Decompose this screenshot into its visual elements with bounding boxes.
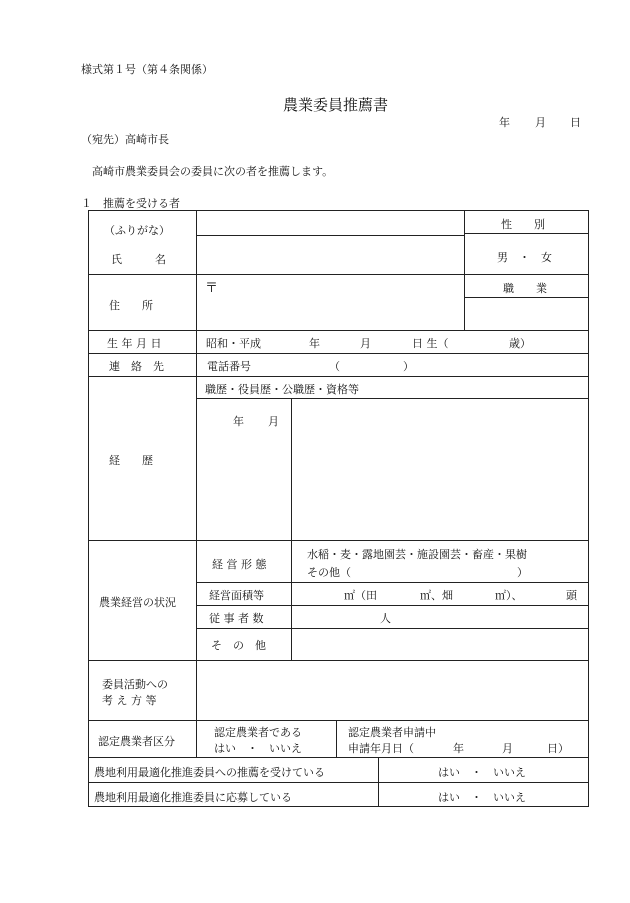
phone-label: 電話番号 [207, 360, 251, 373]
applying-date: 申請年月日（ [348, 742, 414, 755]
farm-status-label: 農業経営の状況 [99, 596, 176, 609]
furigana-label: （ふりがな） [104, 224, 170, 237]
farm-area-close: ㎡）、 [495, 589, 523, 602]
date-year-label: 年 [499, 116, 510, 129]
certified-label: 認定農業者区分 [98, 735, 175, 748]
other-label: そ の 他 [211, 639, 266, 652]
activity-label-1: 委員活動への [102, 678, 168, 691]
phone-paren-open: （ [329, 360, 340, 373]
workers-unit: 人 [380, 612, 391, 625]
career-month: 月 [268, 415, 279, 428]
birth-age: 歳） [509, 337, 531, 350]
farm-type-label: 経 営 形 態 [212, 558, 267, 571]
gender-label: 性 別 [501, 218, 545, 231]
birth-month: 月 [360, 337, 371, 350]
farm-area-label: 経営面積等 [209, 589, 264, 602]
farm-type-other: その他（ [307, 566, 351, 579]
addressee: （宛先）高崎市長 [81, 133, 169, 146]
career-label: 経 歴 [109, 454, 153, 467]
applying-year: 年 [453, 742, 464, 755]
phone-paren-close: ） [403, 360, 414, 373]
intro-text: 高崎市農業委員会の委員に次の者を推薦します。 [92, 165, 334, 178]
date-day-label: 日 [570, 116, 581, 129]
certified-question: 認定農業者である [214, 726, 302, 739]
promo-recommended-yes-no[interactable]: はい ・ いいえ [438, 766, 526, 779]
farm-type-options[interactable]: 水稲・麦・露地園芸・施設園芸・畜産・果樹 [307, 548, 527, 561]
promo-applied-yes-no[interactable]: はい ・ いいえ [438, 791, 526, 804]
birth-label: 生 年 月 日 [107, 337, 162, 350]
farm-area-field-m2: ㎡、畑 [420, 589, 453, 602]
certified-yes-no[interactable]: はい ・ いいえ [214, 742, 302, 755]
workers-label: 従 事 者 数 [209, 612, 264, 625]
date-month-label: 月 [535, 116, 546, 129]
page-title: 農業委員推薦書 [283, 96, 389, 114]
applying-day: 日） [547, 742, 569, 755]
gender-options[interactable]: 男 ・ 女 [497, 251, 552, 264]
address-label: 住 所 [109, 299, 153, 312]
birth-day: 日 生（ [412, 337, 449, 350]
farm-type-other-close: ） [517, 566, 528, 579]
form-number: 様式第１号（第４条関係） [81, 63, 213, 76]
career-year: 年 [233, 415, 244, 428]
promo-applied-label: 農地利用最適化推進委員に応募している [94, 791, 292, 804]
promo-recommended-label: 農地利用最適化推進委員への推薦を受けている [94, 766, 325, 779]
farm-area-head: 頭 [566, 589, 577, 602]
name-label: 氏 名 [111, 253, 166, 266]
birth-year: 年 [309, 337, 320, 350]
postal-mark: 〒 [205, 281, 219, 296]
applying-month: 月 [502, 742, 513, 755]
farm-area-m2: ㎡（田 [344, 589, 377, 602]
activity-label-2: 考 え 方 等 [102, 694, 157, 707]
occupation-label: 職 業 [503, 282, 547, 295]
contact-label: 連 絡 先 [109, 360, 164, 373]
career-header: 職歴・役員歴・公職歴・資格等 [205, 383, 359, 396]
section-heading: １ 推薦を受ける者 [81, 197, 180, 210]
birth-era[interactable]: 昭和・平成 [206, 337, 261, 350]
applying-label: 認定農業者申請中 [348, 726, 436, 739]
